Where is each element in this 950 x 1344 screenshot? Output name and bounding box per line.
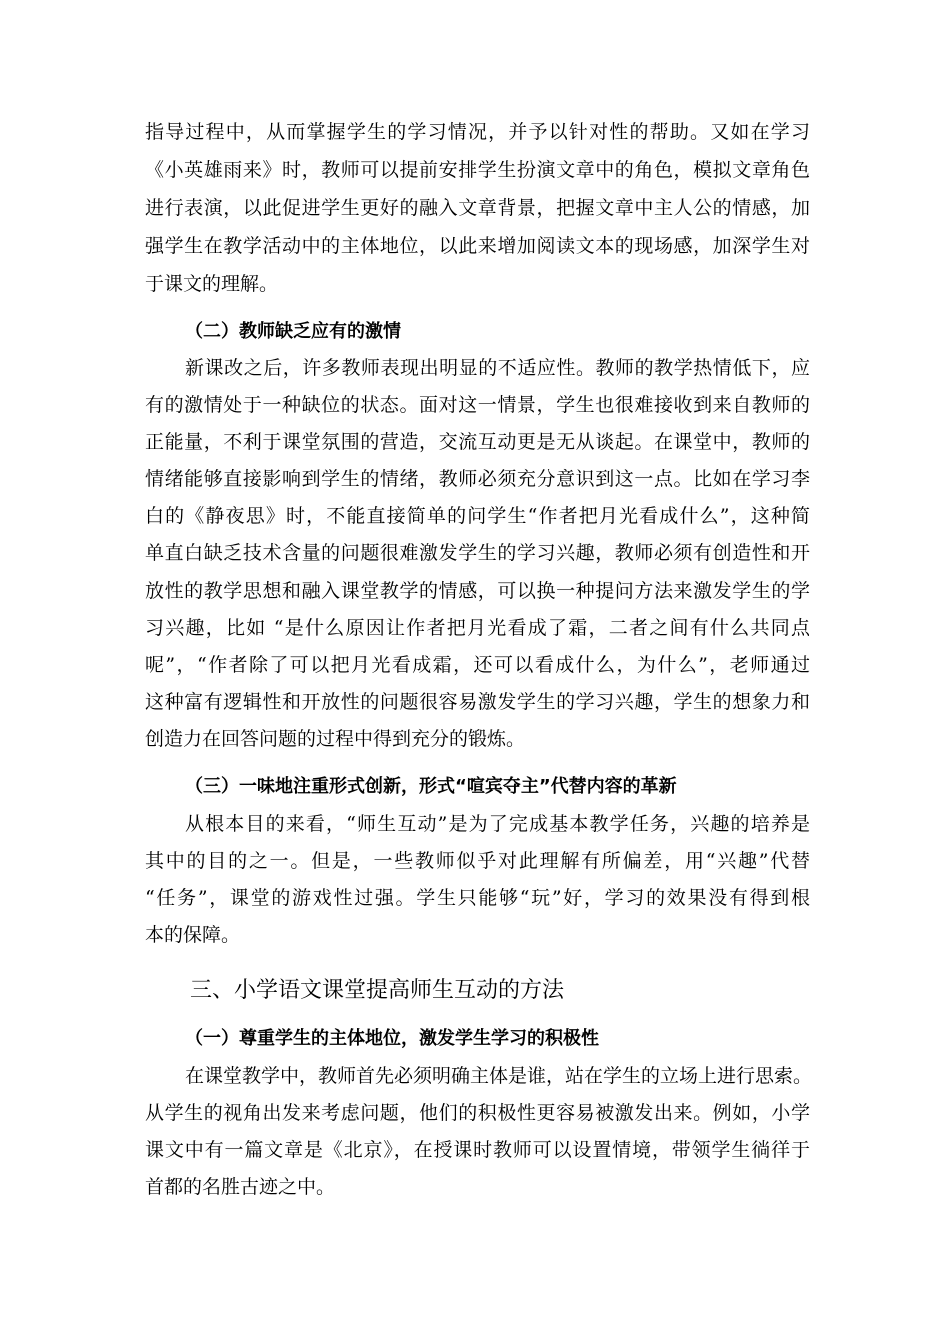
- paragraph-line: 于课文的理解。: [145, 273, 279, 295]
- paragraph-line: 单直白缺乏技术含量的问题很难激发学生的学习兴趣，教师必须有创造性和开: [145, 542, 810, 564]
- paragraph-line: 本的保障。: [145, 924, 241, 946]
- paragraph-line: 从学生的视角出发来考虑问题，他们的积极性更容易被激发出来。例如，小学: [145, 1102, 810, 1124]
- paragraph-line: 其中的目的之一。但是，一些教师似乎对此理解有所偏差，用“兴趣”代替: [145, 850, 810, 872]
- paragraph-line: 课文中有一篇文章是《北京》，在授课时教师可以设置情境，带领学生徜徉于: [145, 1139, 810, 1161]
- paragraph-line: 在课堂教学中，教师首先必须明确主体是谁，站在学生的立场上进行思索。: [185, 1065, 813, 1087]
- paragraph-line: 白的《静夜思》时，不能直接简单的问学生“作者把月光看成什么”，这种简: [145, 505, 810, 527]
- paragraph-line: 进行表演，以此促进学生更好的融入文章背景，把握文章中主人公的情感，加: [145, 197, 810, 219]
- paragraph-line: 情绪能够直接影响到学生的情绪，教师必须充分意识到这一点。比如在学习李: [145, 468, 810, 490]
- paragraph-line: 这种富有逻辑性和开放性的问题很容易激发学生的学习兴趣，学生的想象力和: [145, 691, 810, 713]
- paragraph-line: 首都的名胜古迹之中。: [145, 1176, 336, 1198]
- section-heading-3: （三）一味地注重形式创新，形式“喧宾夺主”代替内容的革新: [185, 776, 677, 797]
- paragraph-line: 创造力在回答问题的过程中得到充分的锻炼。: [145, 728, 526, 750]
- paragraph-line: 习兴趣，比如 “是什么原因让作者把月光看成了霜，二者之间有什么共同点: [145, 617, 810, 639]
- section-heading-2: （二）教师缺乏应有的激情: [185, 321, 401, 342]
- paragraph-line: 《小英雄雨来》时，教师可以提前安排学生扮演文章中的角色，模拟文章角色: [145, 159, 810, 181]
- paragraph-line: 指导过程中，从而掌握学生的学习情况，并予以针对性的帮助。又如在学习: [145, 121, 810, 143]
- paragraph-line: 有的激情处于一种缺位的状态。面对这一情景，学生也很难接收到来自教师的: [145, 394, 810, 416]
- section-heading-1: （一）尊重学生的主体地位，激发学生学习的积极性: [185, 1028, 599, 1049]
- chapter-heading: 三、小学语文课堂提高师生互动的方法: [190, 978, 565, 1003]
- paragraph-line: “任务”，课堂的游戏性过强。学生只能够“玩”好，学习的效果没有得到根: [145, 887, 810, 909]
- paragraph-line: 新课改之后，许多教师表现出明显的不适应性。教师的教学热情低下，应: [185, 357, 810, 379]
- paragraph-line: 强学生在教学活动中的主体地位，以此来增加阅读文本的现场感，加深学生对: [145, 235, 810, 257]
- paragraph-line: 放性的教学思想和融入课堂教学的情感，可以换一种提问方法来激发学生的学: [145, 580, 810, 602]
- paragraph-line: 呢”，“作者除了可以把月光看成霜，还可以看成什么，为什么”，老师通过: [145, 654, 810, 676]
- paragraph-line: 正能量，不利于课堂氛围的营造，交流互动更是无从谈起。在课堂中，教师的: [145, 431, 810, 453]
- paragraph-line: 从根本目的来看，“师生互动”是为了完成基本教学任务，兴趣的培养是: [185, 813, 810, 835]
